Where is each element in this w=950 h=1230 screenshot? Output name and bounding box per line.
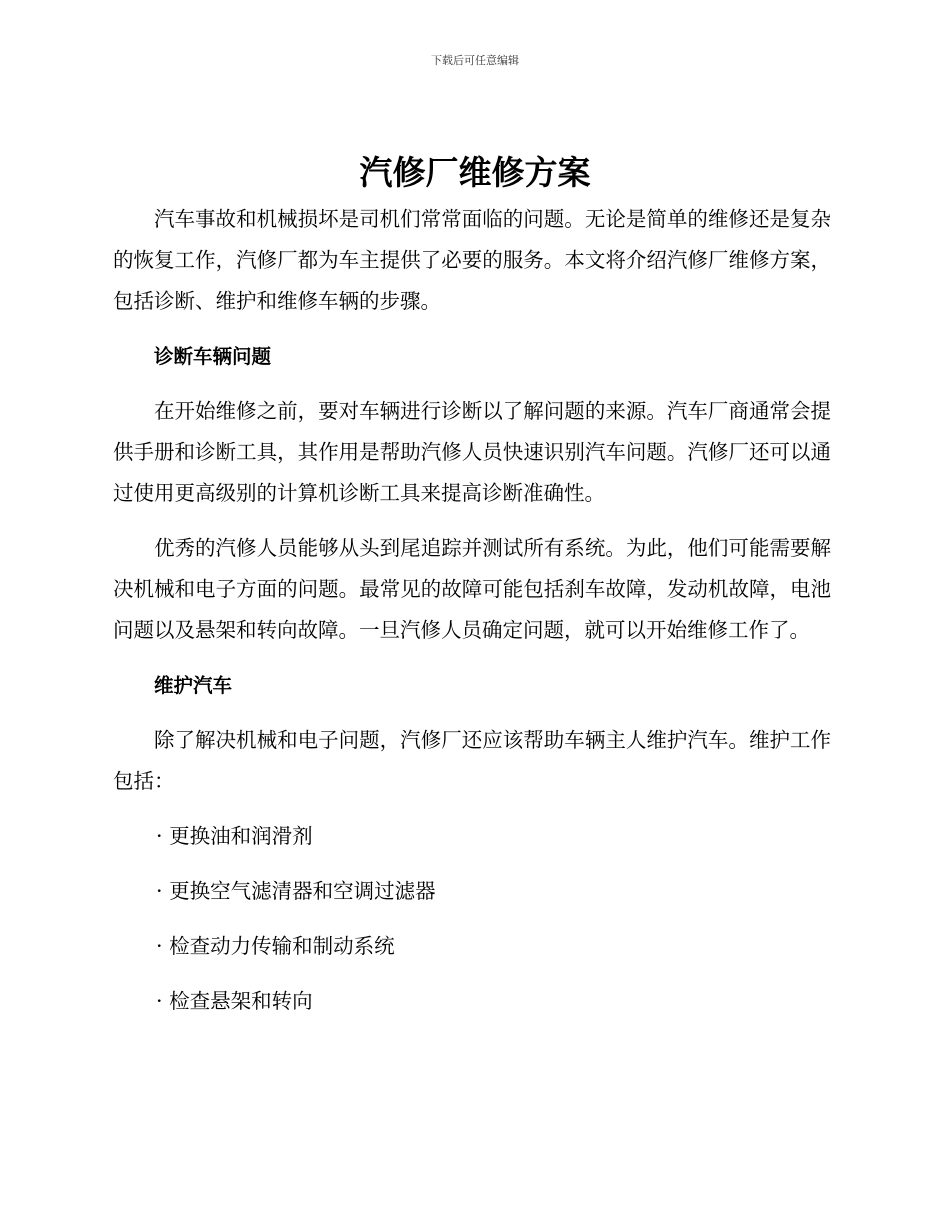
list-item: · 更换空气滤清器和空调过滤器 [156,879,436,903]
document-body [113,199,831,1036]
list-item: · 检查动力传输和制动系统 [156,934,395,958]
diagnosis-paragraph-2: 优秀的汽修人员能够从头到尾追踪并测试所有系统。为此，他们可能需要解决机械和电子方面的问题。最常见的故障可能包括刹车故障，发动机故障，电池问题以及悬架和转向故障。一旦汽修人员确定问题，就可以开始维修工作了。 [113,536,831,642]
maintenance-paragraph: 除了解决机械和电子问题，汽修厂还应该帮助车辆主人维护汽车。维护工作包括： [113,728,831,793]
section-heading-diagnosis: 诊断车辆问题 [153,345,271,368]
intro-paragraph: 汽车事故和机械损坏是司机们常常面临的问题。无论是简单的维修还是复杂的恢复工作，汽修厂都为车主提供了必要的服务。本文将介绍汽修厂维修方案，包括诊断、维护和维修车辆的步骤。 [113,207,831,313]
section-heading-maintenance: 维护汽车 [153,674,232,697]
header-note: 下载后可任意编辑 [431,54,519,67]
document-title: 汽修厂维修方案 [359,153,591,192]
list-item: · 检查悬架和转向 [156,989,313,1013]
list-item: · 更换油和润滑剂 [156,824,313,848]
diagnosis-paragraph-1: 在开始维修之前，要对车辆进行诊断以了解问题的来源。汽车厂商通常会提供手册和诊断工具，其作用是帮助汽修人员快速识别汽车问题。汽修厂还可以通过使用更高级别的计算机诊断工具来提高诊断准确性。 [113,399,831,505]
